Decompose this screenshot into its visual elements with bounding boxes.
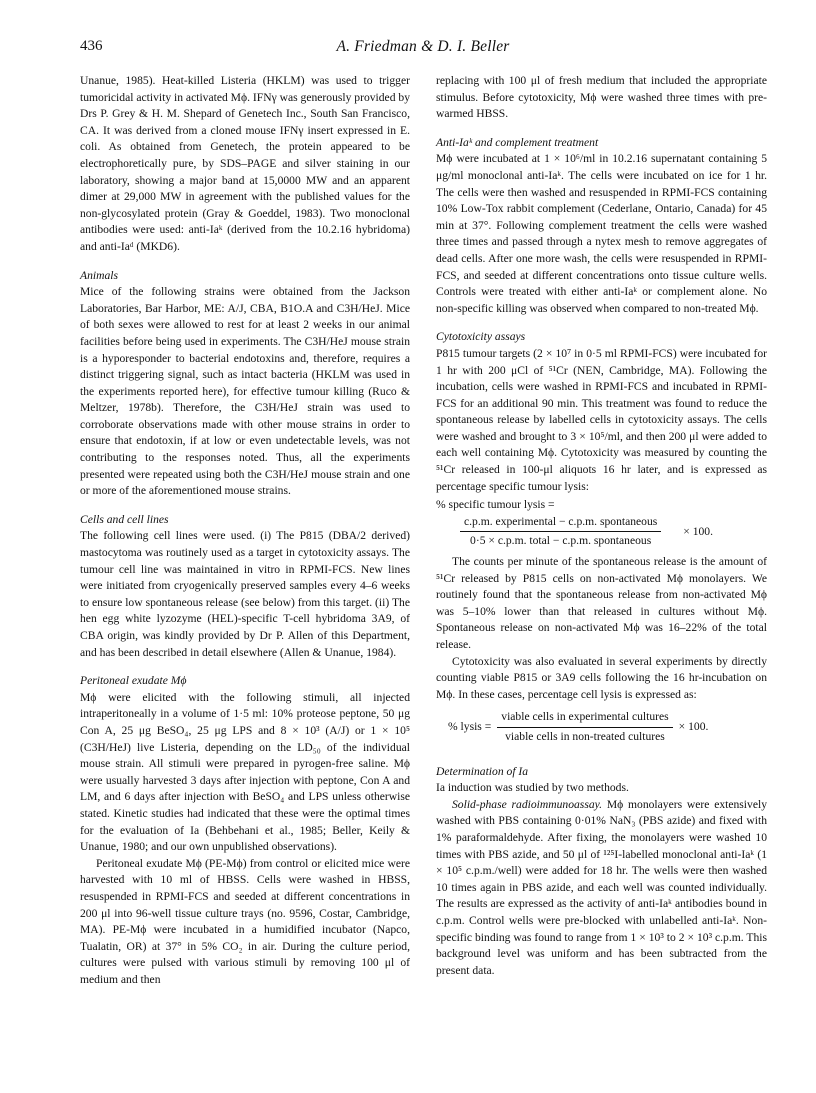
equation-cell-lysis xyxy=(448,709,767,745)
equation-2-lhs: % lysis = xyxy=(448,720,492,734)
counts-paragraph: The counts per minute of the spontaneous release is the amount of ⁵¹Cr released by P815 cells on non-activated Mϕ monolayers. We routinely found that the spontaneous release from non-activated Mϕ was 5–10% lower than that released in cultures without Mϕ. Spontaneous release on non-activated Mϕ was 16–22% of the total release. xyxy=(436,555,767,651)
left-column xyxy=(80,73,410,988)
continued-paragraph: replacing with 100 μl of fresh medium that included the appropriate stimulus. Before cytotoxicity, Mϕ were washed three times with pre-warmed HBSS. xyxy=(436,74,767,121)
section-heading-determination: Determination of Ia xyxy=(436,764,529,778)
solid-phase-paragraph xyxy=(436,797,767,980)
viable-paragraph: Cytotoxicity was also evaluated in several experiments by directly counting viable P815 or 3A9 cells following the 16 hr-incubation on Mϕ. In these cases, percentage cell lysis is expressed as: xyxy=(436,654,767,701)
solid-phase-title: Solid-phase radioimmunoassay. xyxy=(452,797,603,811)
cells-paragraph: The following cell lines were used. (i) The P815 (DBA/2 derived) mastocytoma was routinely used as a target in cytotoxicity assays. The tumour cell line was maintained in vitro in RPMI-FCS. New lines were initiated from cryogenically preserved samples every 4–6 weeks to ensure low spontaneous release (see below) from this target. (ii) The hen egg white lyzozyme (HEL)-specific T-cell hybridoma 3A9, of CBA origin, was kindly provided by Dr P. Allen of this Department, and has been described in detail elsewhere (Allen & Unanue, 1984). xyxy=(80,529,410,659)
section-heading-peritoneal: Peritoneal exudate Mϕ xyxy=(80,674,187,688)
pe-paragraph: Peritoneal exudate Mϕ (PE-Mϕ) from control or elicited mice were harvested with 10 ml of HBSS. Cells were washed in HBSS, resuspended in RPMI-FCS and seeded at different concentrations in 200 μl into 96-well tissue culture trays (no. 9596, Costar, Cambridge, MA). PE-Mϕ were incubated in a humidified incubator (Napco, Tualatin, OR) at 37° in 5% CO₂ in air. During the culture period, cultures were pulsed with various stimuli by removing 100 μl of medium and then xyxy=(80,856,410,986)
equation-2-denominator: viable cells in non-treated cultures xyxy=(505,729,665,743)
equation-2-numerator: viable cells in experimental cultures xyxy=(497,709,672,728)
cytotoxicity-paragraph: P815 tumour targets (2 × 10⁷ in 0·5 ml RPMI-FCS) were incubated for 1 hr with 200 μCl of ⁵¹Cr (NEN, Cambridge, MA). Following the incubation, cells were washed in RPMI-FCS and incubated in RPMI-FCS for an additional 90 min. This treatment was found to reduce the spontaneous release by labelled cells in cytotoxicity assays. The cells were washed and brought to 3 × 10⁵/ml, and then 200 μl were added to each well containing Mϕ. Cytotoxicity was measured by counting the ⁵¹Cr released in 100-μl aliquots 16 hr later, and is expressed as percentage specific tumour lysis: xyxy=(436,346,767,493)
equation-1-numerator: c.p.m. experimental − c.p.m. spontaneous xyxy=(460,514,661,533)
page-header xyxy=(80,38,766,62)
equation-2-fraction xyxy=(497,709,672,745)
equation-1-lhs: % specific tumour lysis = xyxy=(436,498,555,512)
equation-2-multiplier: × 100. xyxy=(678,720,709,734)
solid-phase-body: Mϕ monolayers were extensively washed with PBS containing 0·01% NaN₃ (PBS azide) and fixed with 1% paraformaldehyde. After fixing, the monolayers were washed 10 times with PBS azide, and 50 μl of ¹²⁵I-labelled monoclonal anti-Iaᵏ (1 × 10⁵ c.p.m./well) were added for 18 hr. The wells were then washed 10 times again in PBS azide, and each well was counted individually. The results are expressed as the activity of anti-Iaᵏ antibodies bound in c.p.m. Control wells were pre-blocked with unlabelled anti-Iaᵏ. Non-specific binding was found to range from 1 × 10³ to 2 × 10³ c.p.m. This background level was uniform and has been subtracted from the present data. xyxy=(436,797,767,977)
section-heading-anti-ia: Anti-Iaᵏ and complement treatment xyxy=(436,135,599,149)
determination-paragraph: Ia induction was studied by two methods. xyxy=(436,781,629,795)
running-title: A. Friedman & D. I. Beller xyxy=(336,38,510,55)
section-heading-cells: Cells and cell lines xyxy=(80,512,169,526)
equation-1-denominator: 0·5 × c.p.m. total − c.p.m. spontaneous xyxy=(470,534,652,548)
equation-specific-lysis xyxy=(436,497,767,550)
page-number: 436 xyxy=(80,38,103,54)
anti-ia-paragraph: Mϕ were incubated at 1 × 10⁶/ml in 10.2.16 supernatant containing 5 μg/ml monoclonal anti-Iaᵏ. The cells were incubated on ice for 1 hr. The cells were then washed and resuspended in RPMI-FCS containing 10% Low-Tox rabbit complement (Cederlane, Ontario, Canada) for 45 min at 37°. Following complement treatment the cells were washed three times and passed through a nytex mesh to remove aggregates of dead cells. After one more wash, the cells were resuspended in RPMI-FCS, and seeded at different concentrations onto tissue culture wells. Controls were treated with either anti-Iaᵏ or complement alone. No non-specific killing was observed when compared to non-treated Mϕ. xyxy=(436,152,767,315)
animals-paragraph: Mice of the following strains were obtained from the Jackson Laboratories, Bar Harbor, ME: A/J, CBA, B1O.A and C3H/HeJ. Mice of both sexes were allowed to rest for at least 2 weeks in our animal facilities before being used in experiments. The C3H/HeJ mouse strain is a hyporesponder to bacterial endotoxins and, therefore, requires a distinct triggering signal, such as intact bacteria (HKLM was used in the experiments reported here), for effective tumour killing (Ruco & Meltzer, 1978b). Therefore, the C3H/HeJ strain was used to corroborate observations made with other mouse strains in order to ensure that endotoxin, if at low or even undetectable levels, was not contributing to the responses noted. Thus, all the experiments presented were repeated using both the C3H/HeJ mouse strain and one or more of the aforementioned mouse strains. xyxy=(80,285,410,498)
section-heading-animals: Animals xyxy=(80,268,119,282)
equation-1-fraction xyxy=(460,514,661,550)
equation-1-multiplier: × 100. xyxy=(683,524,714,538)
right-column xyxy=(436,73,767,979)
peritoneal-paragraph: Mϕ were elicited with the following stimuli, all injected intraperitoneally in a volume of 1·5 ml: 10% proteose peptone, 50 μg Con A, 25 μg BeSO₄, 25 μg LPS and 8 × 10³ (A/J) or 1 × 10⁵ (C3H/HeJ) live Listeria, depending on the LD₅₀ of the individual mouse strain. All stimuli were prepared in pyrogen-free saline. Mϕ were usually harvested 3 days after injection with peptone, Con A and LM, and 6 days after injection with BeSO₄ and LPS unless otherwise stated. Kinetic studies had indicated that these were the optimal times for the evaluation of Ia (Behbehani et al., 1985; Beller, Keily & Unanue, 1980; and our own unpublished observations). xyxy=(80,690,410,854)
section-heading-cytotoxicity: Cytotoxicity assays xyxy=(436,330,526,344)
intro-paragraph: Unanue, 1985). Heat-killed Listeria (HKLM) was used to trigger tumoricidal activity in activated Mϕ. IFNγ was generously provided by Drs P. Grey & H. M. Shepard of Genetech Inc., South San Francisco, CA. It was derived from a cloned mouse IFNγ insert expressed in E. coli. As obtained from Genetech, the protein appeared to be electrophoretically pure, by SDS–PAGE and silver staining in our laboratory, showing a major band at 15,0000 MW and an apparent dimer at 29,000 MW in agreement with the published values for the non-glycosylated protein (Gray & Goeddel, 1983). Two monoclonal antibodies were used: anti-Iaᵏ (derived from the 10.2.16 hybridoma) and anti-Iaᵈ (MKD6). xyxy=(80,74,410,253)
